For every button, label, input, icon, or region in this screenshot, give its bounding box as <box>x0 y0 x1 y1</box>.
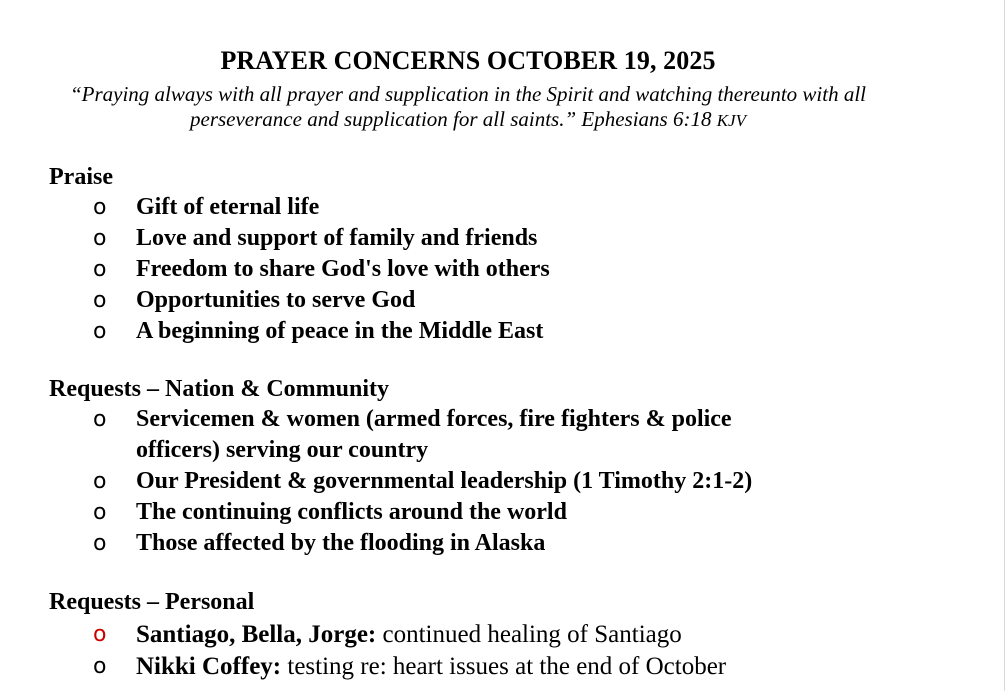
request-detail: testing re: heart issues at the end of October <box>281 653 727 680</box>
verse-version: KJV <box>716 111 746 130</box>
circle-bullet-icon: o <box>93 622 107 647</box>
verse-line-2: perseverance and supplication for all saints.” Ephesians 6:18 <box>190 107 717 131</box>
circle-bullet-icon: o <box>93 531 107 556</box>
circle-bullet-icon: o <box>93 407 107 432</box>
list-item-text: Our President & governmental leadership (1 Timothy 2:1-2) <box>136 468 753 494</box>
page-title: PRAYER CONCERNS OCTOBER 19, 2025 <box>220 46 716 75</box>
list-item-text: Servicemen & women (armed forces, fire fighters & police officers) serving our country <box>136 406 732 463</box>
request-detail: continued healing of Santiago <box>376 621 682 648</box>
list-item <box>0 497 966 528</box>
list-item <box>0 223 966 254</box>
circle-bullet-icon: o <box>93 654 107 679</box>
list-item <box>0 404 816 466</box>
circle-bullet-icon: o <box>93 226 107 251</box>
circle-bullet-icon: o <box>93 319 107 344</box>
list-item <box>0 466 966 497</box>
section-heading-praise: Praise <box>49 164 113 190</box>
list-item <box>0 651 966 683</box>
nation-list <box>0 404 966 559</box>
list-item-text: Gift of eternal life <box>136 194 320 220</box>
list-item <box>0 192 966 223</box>
personal-list <box>0 619 966 683</box>
circle-bullet-icon: o <box>93 500 107 525</box>
list-item-text: A beginning of peace in the Middle East <box>136 318 544 344</box>
circle-bullet-icon: o <box>93 469 107 494</box>
praise-list <box>0 192 966 347</box>
list-item <box>0 619 966 651</box>
scripture-verse <box>0 82 936 133</box>
section-heading-personal: Requests – Personal <box>49 589 255 615</box>
section-heading-nation: Requests – Nation & Community <box>49 376 390 402</box>
list-item <box>0 285 966 316</box>
list-item-text: Love and support of family and friends <box>136 225 538 251</box>
list-item-text: The continuing conflicts around the world <box>136 499 567 525</box>
request-name: Nikki Coffey: <box>136 653 282 680</box>
verse-line-1: “Praying always with all prayer and supplication in the Spirit and watching thereunto with all <box>69 82 867 106</box>
list-item <box>0 254 966 285</box>
circle-bullet-icon: o <box>93 195 107 220</box>
circle-bullet-icon: o <box>93 257 107 282</box>
list-item-text: Those affected by the flooding in Alaska <box>136 530 546 556</box>
list-item <box>0 528 966 559</box>
list-item-text: Opportunities to serve God <box>136 287 416 313</box>
list-item-text: Freedom to share God's love with others <box>136 256 550 282</box>
list-item <box>0 316 966 347</box>
request-name: Santiago, Bella, Jorge: <box>136 621 377 648</box>
circle-bullet-icon: o <box>93 288 107 313</box>
